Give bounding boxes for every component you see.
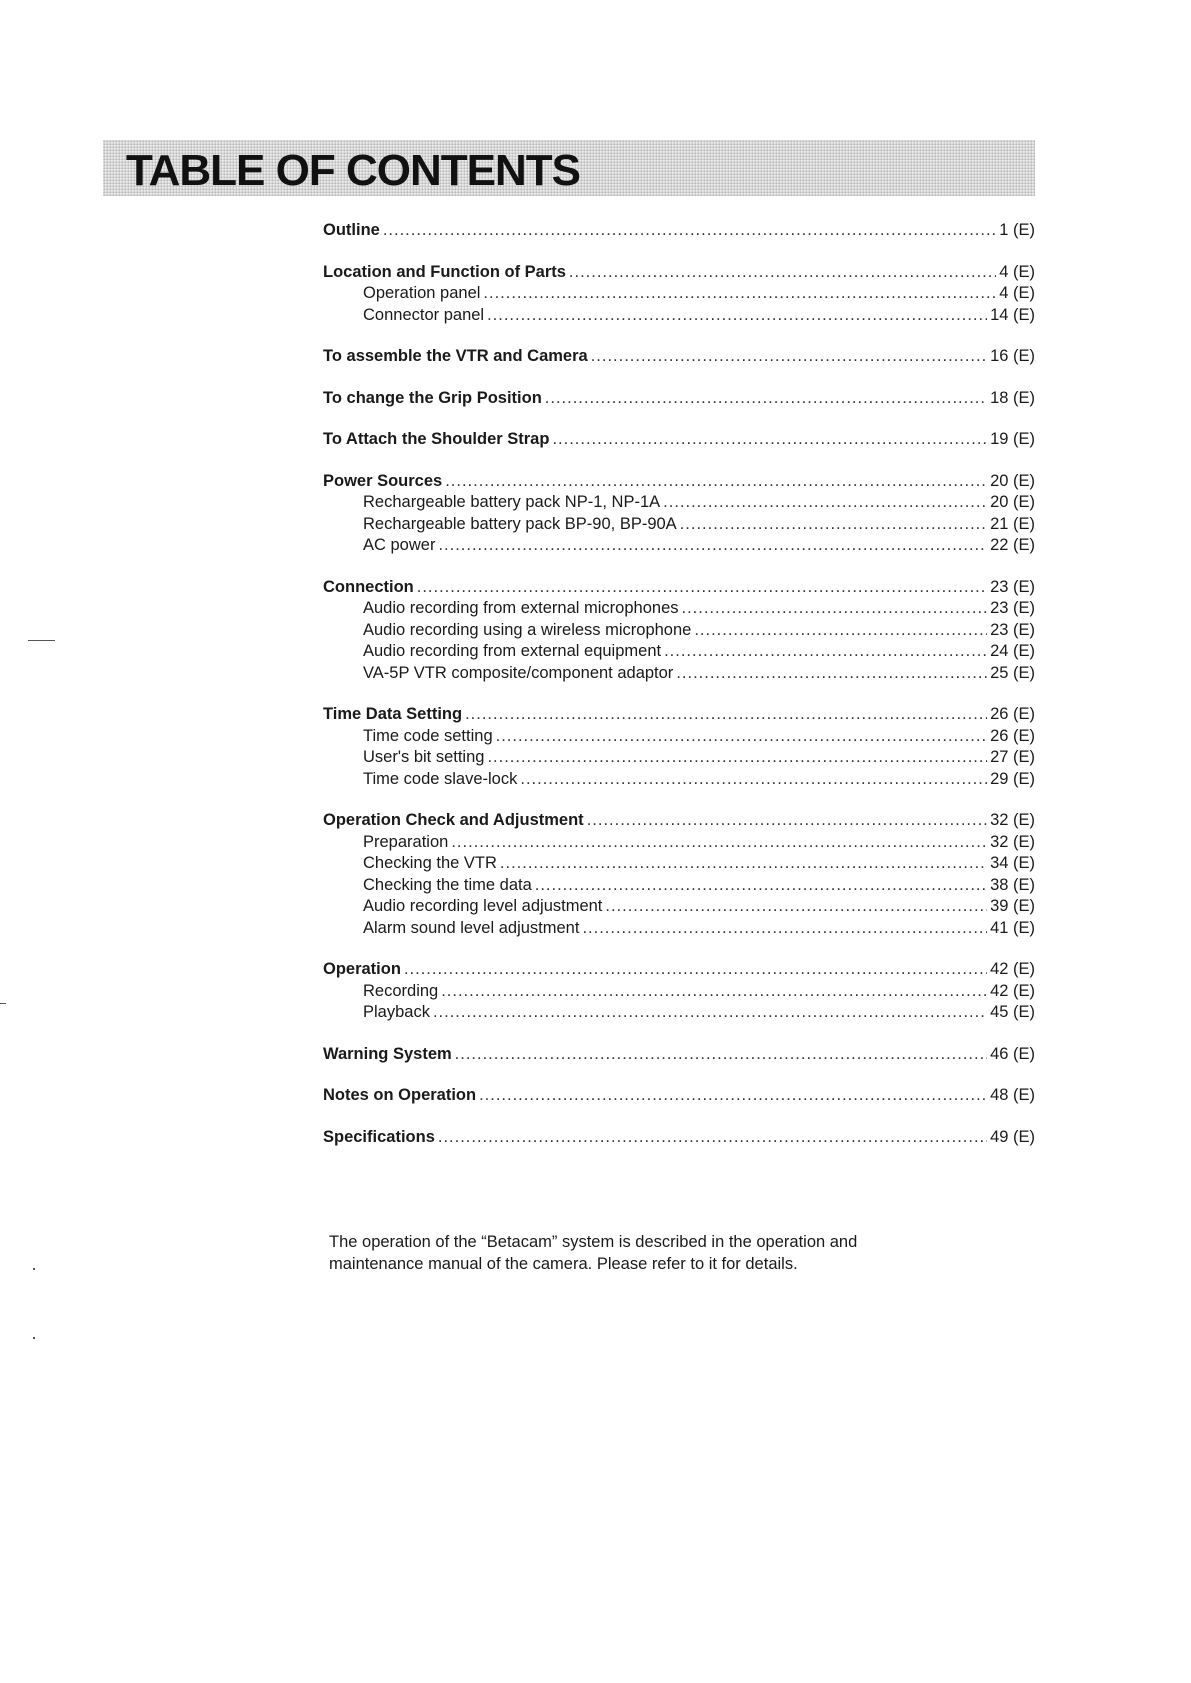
toc-entry-row [323, 981, 1035, 1003]
entry-label: Audio recording using a wireless microphone [363, 620, 692, 639]
page-number: 4 (E) [999, 284, 1035, 302]
toc-entry-row [323, 832, 1035, 854]
entry-label: VA-5P VTR composite/component adaptor [363, 663, 674, 682]
section-title: Location and Function of Parts [323, 262, 566, 281]
margin-mark [0, 1003, 6, 1004]
toc-entry-row [323, 726, 1035, 748]
toc-section-row [323, 1127, 1035, 1149]
page-number: 48 (E) [990, 1086, 1035, 1104]
toc-entry-row [323, 769, 1035, 791]
dot-leader [569, 262, 996, 284]
toc-entry-row [323, 598, 1035, 620]
dot-leader [433, 1002, 987, 1024]
page-number: 49 (E) [990, 1127, 1035, 1146]
page-number: 32 (E) [990, 811, 1035, 829]
toc-entry-row [323, 918, 1035, 940]
entry-label: Alarm sound level adjustment [363, 918, 580, 937]
section-title: Connection [323, 577, 414, 596]
page-number: 1 (E) [999, 221, 1035, 239]
dot-leader [535, 875, 987, 897]
page-number: 34 (E) [990, 854, 1035, 872]
toc-entry-row [323, 1002, 1035, 1024]
section-title: Outline [323, 221, 380, 239]
toc-entry-row [323, 492, 1035, 514]
toc-section-row [323, 704, 1035, 726]
page-number: 27 (E) [990, 748, 1035, 766]
toc-section-row [323, 1085, 1035, 1107]
entry-label: Recording [363, 981, 439, 1000]
toc-section-row [323, 959, 1035, 981]
dot-leader [582, 918, 987, 940]
toc-entry-row [323, 641, 1035, 663]
page-number: 4 (E) [999, 262, 1035, 281]
entry-label: Playback [363, 1003, 430, 1021]
dot-leader [680, 514, 987, 536]
toc-section-row [323, 1044, 1035, 1066]
toc-section [323, 262, 1035, 327]
entry-label: Rechargeable battery pack NP-1, NP-1A [363, 493, 661, 511]
entry-label: Time code setting [363, 726, 493, 745]
page-title: TABLE OF CONTENTS [126, 146, 580, 195]
dot-leader [682, 598, 988, 620]
entry-label: Audio recording from external microphones [363, 599, 679, 617]
dot-leader [676, 663, 987, 685]
page-number: 20 (E) [990, 471, 1035, 490]
toc-section-row [323, 346, 1035, 368]
margin-mark [28, 640, 55, 641]
dot-leader [417, 577, 987, 599]
footnote: The operation of the “Betacam” system is described in the operation and maintenance manual of the camera. Please refer to it for details. [329, 1233, 858, 1273]
dot-leader [496, 726, 987, 748]
page-number: 26 (E) [990, 726, 1035, 745]
dot-leader [663, 492, 987, 514]
entry-label: Checking the time data [363, 875, 532, 894]
toc-entry-row [323, 535, 1035, 557]
toc-section [323, 959, 1035, 1024]
section-title: Notes on Operation [323, 1086, 477, 1104]
dot-leader [404, 959, 987, 981]
dot-leader [545, 388, 987, 410]
entry-label: Rechargeable battery pack BP-90, BP-90A [363, 514, 677, 533]
page-number: 23 (E) [990, 599, 1035, 617]
dot-leader [445, 471, 987, 493]
section-title: Warning System [323, 1044, 452, 1063]
margin-mark [33, 1268, 35, 1270]
page-number: 46 (E) [990, 1044, 1035, 1063]
section-title: Time Data Setting [323, 705, 463, 723]
toc-section-row [323, 220, 1035, 242]
section-title: Operation [323, 960, 401, 978]
entry-label: Audio recording level adjustment [363, 897, 603, 915]
dot-leader [591, 346, 987, 368]
toc-entry-row [323, 620, 1035, 642]
dot-leader [520, 769, 987, 791]
entry-label: Time code slave-lock [363, 769, 518, 788]
page-number: 19 (E) [990, 430, 1035, 448]
entry-label: Checking the VTR [363, 854, 497, 872]
dot-leader [455, 1044, 987, 1066]
page-number: 29 (E) [990, 769, 1035, 788]
page-number: 22 (E) [990, 536, 1035, 554]
toc-section [323, 1044, 1035, 1066]
toc-entry-row [323, 663, 1035, 685]
page-number: 39 (E) [990, 897, 1035, 915]
page-number: 21 (E) [990, 514, 1035, 533]
dot-leader [552, 429, 987, 451]
dot-leader [483, 283, 996, 305]
toc-section [323, 220, 1035, 242]
dot-leader [438, 1127, 987, 1149]
dot-leader [500, 853, 987, 875]
page-number: 20 (E) [990, 493, 1035, 511]
toc-section [323, 471, 1035, 557]
page-number: 41 (E) [990, 918, 1035, 937]
page-number: 14 (E) [990, 305, 1035, 324]
dot-leader [487, 305, 987, 327]
toc-section-row [323, 810, 1035, 832]
dot-leader [438, 535, 987, 557]
section-title: To change the Grip Position [323, 388, 542, 407]
section-title: Power Sources [323, 471, 443, 490]
page-number: 16 (E) [990, 347, 1035, 365]
entry-label: Preparation [363, 832, 449, 851]
page-number: 42 (E) [990, 981, 1035, 1000]
toc-section-row [323, 471, 1035, 493]
entry-label: Connector panel [363, 305, 485, 324]
table-of-contents [323, 220, 1035, 1168]
section-title: Specifications [323, 1127, 435, 1146]
toc-section [323, 1127, 1035, 1149]
dot-leader [605, 896, 987, 918]
page-number: 38 (E) [990, 875, 1035, 894]
margin-mark [33, 1337, 35, 1339]
toc-section [323, 577, 1035, 685]
dot-leader [587, 810, 987, 832]
toc-section [323, 704, 1035, 790]
toc-section-row [323, 262, 1035, 284]
entry-label: Operation panel [363, 284, 481, 302]
dot-leader [479, 1085, 987, 1107]
dot-leader [694, 620, 987, 642]
page-number: 25 (E) [990, 663, 1035, 682]
toc-section-row [323, 429, 1035, 451]
toc-section [323, 810, 1035, 939]
page-number: 23 (E) [990, 620, 1035, 639]
toc-section-row [323, 388, 1035, 410]
page-number: 45 (E) [990, 1003, 1035, 1021]
page-number: 32 (E) [990, 832, 1035, 851]
dot-leader [487, 747, 987, 769]
page-number: 26 (E) [990, 705, 1035, 723]
toc-section [323, 429, 1035, 451]
toc-entry-row [323, 283, 1035, 305]
toc-entry-row [323, 305, 1035, 327]
entry-label: Audio recording from external equipment [363, 642, 662, 660]
section-title: To assemble the VTR and Camera [323, 347, 588, 365]
toc-entry-row [323, 514, 1035, 536]
page-number: 18 (E) [990, 388, 1035, 407]
section-title: Operation Check and Adjustment [323, 811, 584, 829]
toc-section-row [323, 577, 1035, 599]
toc-entry-row [323, 896, 1035, 918]
section-title: To Attach the Shoulder Strap [323, 430, 550, 448]
dot-leader [664, 641, 987, 663]
page-number: 24 (E) [990, 642, 1035, 660]
page-number: 42 (E) [990, 960, 1035, 978]
dot-leader [465, 704, 987, 726]
toc-section [323, 388, 1035, 410]
toc-section [323, 346, 1035, 368]
entry-label: AC power [363, 536, 436, 554]
toc-section [323, 1085, 1035, 1107]
page-number: 23 (E) [990, 577, 1035, 596]
toc-entry-row [323, 853, 1035, 875]
dot-leader [383, 220, 996, 242]
toc-entry-row [323, 875, 1035, 897]
toc-entry-row [323, 747, 1035, 769]
dot-leader [441, 981, 987, 1003]
dot-leader [451, 832, 987, 854]
entry-label: User's bit setting [363, 748, 485, 766]
